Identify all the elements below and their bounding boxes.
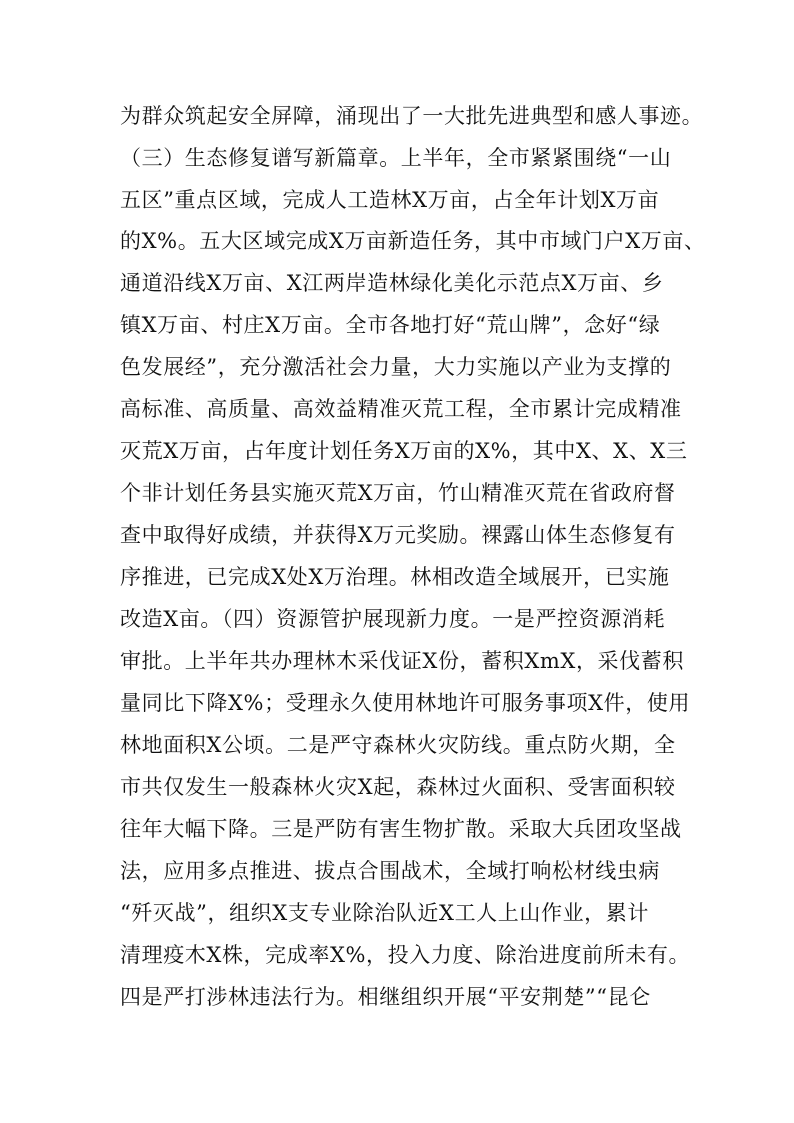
text-line: 个非计划任务县实施灭荒X万亩，竹山精准灭荒在省政府督 [120,481,676,505]
text-line: “歼灭战”，组织X支专业除治队近X工人上山作业，累计 [120,901,649,925]
text-line: 查中取得好成绩，并获得X万元奖励。裸露山体生态修复有 [120,523,676,547]
text-line: 林地面积X公顷。二是严守森林火灾防线。重点防火期，全 [120,733,676,757]
text-line: 量同比下降X%；受理永久使用林地许可服务事项X件，使用 [120,691,691,715]
text-line: 高标准、高质量、高效益精准灭荒工程，全市累计完成精准 [120,397,682,421]
text-line: 往年大幅下降。三是严防有害生物扩散。采取大兵团攻坚战 [120,817,682,841]
text-line: 清理疫木X株，完成率X%，投入力度、除治进度前所未有。 [120,943,691,967]
text-line: 五区”重点区域，完成人工造林X万亩，占全年计划X万亩 [120,188,660,212]
text-line: 为群众筑起安全屏障，涌现出了一大批先进典型和感人事迹。 [120,104,704,128]
text-line: 序推进，已完成X处X万治理。林相改造全域展开，已实施 [120,565,670,589]
text-line: 法，应用多点推进、拔点合围战术，全域打响松材线虫病 [120,859,660,883]
text-line: 灭荒X万亩，占年度计划任务X万亩的X%，其中X、X、X三 [120,439,688,463]
text-line: 色发展经”，充分激活社会力量，大力实施以产业为支撑的 [120,355,672,379]
text-line: （三）生态修复谱写新篇章。上半年，全市紧紧围绕“一山 [120,146,672,170]
text-line: 镇X万亩、村庄X万亩。全市各地打好“荒山牌”，念好“绿 [120,313,661,337]
text-line: 审批。上半年共办理林木采伐证X份，蓄积XmX，采伐蓄积 [120,649,684,673]
text-line: 通道沿线X万亩、X江两岸造林绿化美化示范点X万亩、乡 [120,271,664,295]
text-line: 的X%。五大区域完成X万亩新造任务，其中市域门户X万亩、 [120,229,706,253]
text-line: 市共仅发生一般森林火灾X起，森林过火面积、受害面积较 [120,775,676,799]
text-line: 改造X亩。（四）资源管护展现新力度。一是严控资源消耗 [120,607,666,631]
text-line: 四是严打涉林违法行为。相继组织开展“平安荆楚”“昆仑 [120,985,651,1009]
